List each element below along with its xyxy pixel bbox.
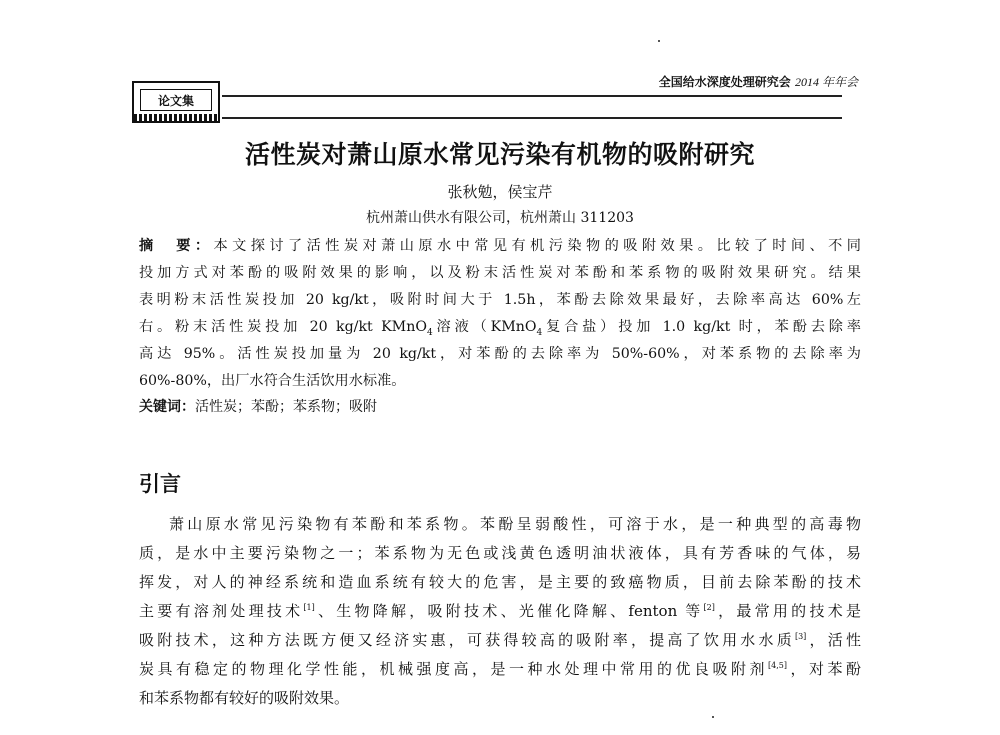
conference-header — [659, 73, 858, 90]
abstract-line: 60%-80%，出厂水符合生活饮用水标准。 — [139, 373, 406, 389]
abstract-label: 摘 要： — [139, 238, 214, 254]
citation: [3] — [794, 632, 807, 641]
keywords — [139, 396, 377, 416]
badge-decoration — [134, 114, 218, 121]
paper-title: 活性炭对萧山原水常见污染有机物的吸附研究 — [244, 140, 755, 169]
conference-year: 2014 年年会 — [794, 75, 858, 89]
abstract — [139, 233, 861, 395]
body-text: ，对苯酚 — [786, 660, 861, 678]
scan-speck — [658, 40, 660, 42]
body-text: ，活性 — [806, 631, 861, 649]
abstract-text: 溶液（KMnO — [432, 319, 537, 335]
body-text: 吸附技术，这种方法既方便又经济实惠，可获得较高的吸附率，提高了饮用水水质 — [139, 631, 795, 649]
introduction-body — [139, 510, 861, 713]
body-text: 主要有溶剂处理技术 — [139, 602, 304, 620]
abstract-line — [139, 314, 861, 341]
abstract-line: 投加方式对苯酚的吸附效果的影响，以及粉末活性炭对苯酚和苯系物的吸附效果研究。结果 — [139, 265, 861, 281]
section-badge — [132, 81, 220, 123]
section-badge-label: 论文集 — [140, 89, 212, 111]
body-line — [139, 626, 861, 655]
keywords-list: 活性炭；苯酚；苯系物；吸附 — [195, 399, 377, 415]
abstract-line: 表明粉末活性炭投加 20 kg/kt，吸附时间大于 1.5h，苯酚去除效果最好，去除率高达 60%左 — [139, 292, 861, 308]
body-line: 挥发，对人的神经系统和造血系统有较大的危害，是主要的致癌物质，目前去除苯酚的技术 — [139, 573, 861, 591]
section-heading-introduction: 引言 — [139, 472, 181, 496]
subscript: 4 — [536, 327, 543, 338]
header-rule-bottom — [222, 117, 842, 119]
abstract-line — [139, 233, 861, 260]
citation: [1] — [303, 603, 315, 612]
abstract-text: 右。粉末活性炭投加 20 kg/kt KMnO — [139, 319, 427, 335]
header-rule-top — [222, 95, 842, 97]
scan-speck — [712, 716, 714, 718]
paper-affiliation: 杭州萧山供水有限公司，杭州萧山 311203 — [366, 210, 634, 226]
citation: [4,5] — [768, 661, 787, 670]
body-text: 、生物降解，吸附技术、光催化降解、fenton 等 — [314, 602, 704, 620]
body-line: 和苯系物都有较好的吸附效果。 — [139, 689, 350, 707]
body-line: 萧山原水常见污染物有苯酚和苯系物。苯酚呈弱酸性，可溶于水，是一种典型的高毒物 — [169, 515, 861, 533]
body-text: ，最常用的技术是 — [714, 602, 861, 620]
conference-name: 全国给水深度处理研究会 — [658, 75, 791, 89]
abstract-text: 复合盐）投加 1.0 kg/kt 时，苯酚去除率 — [542, 319, 861, 335]
paper-authors: 张秋勉，侯宝芹 — [447, 183, 553, 201]
citation: [2] — [703, 603, 715, 612]
abstract-text: 本文探讨了活性炭对萧山原水中常见有机污染物的吸附效果。比较了时间、不同 — [213, 238, 861, 254]
abstract-line: 高达 95%。活性炭投加量为 20 kg/kt，对苯酚的去除率为 50%-60%，对苯系物的去除率为 — [139, 346, 861, 362]
subscript: 4 — [426, 327, 433, 338]
keywords-label: 关键词： — [139, 399, 195, 415]
body-line — [139, 655, 861, 684]
body-line: 质，是水中主要污染物之一；苯系物为无色或浅黄色透明油状液体，具有芳香味的气体，易 — [139, 544, 861, 562]
body-text: 炭具有稳定的物理化学性能，机械强度高，是一种水处理中常用的优良吸附剂 — [139, 660, 769, 678]
body-line — [139, 597, 861, 626]
